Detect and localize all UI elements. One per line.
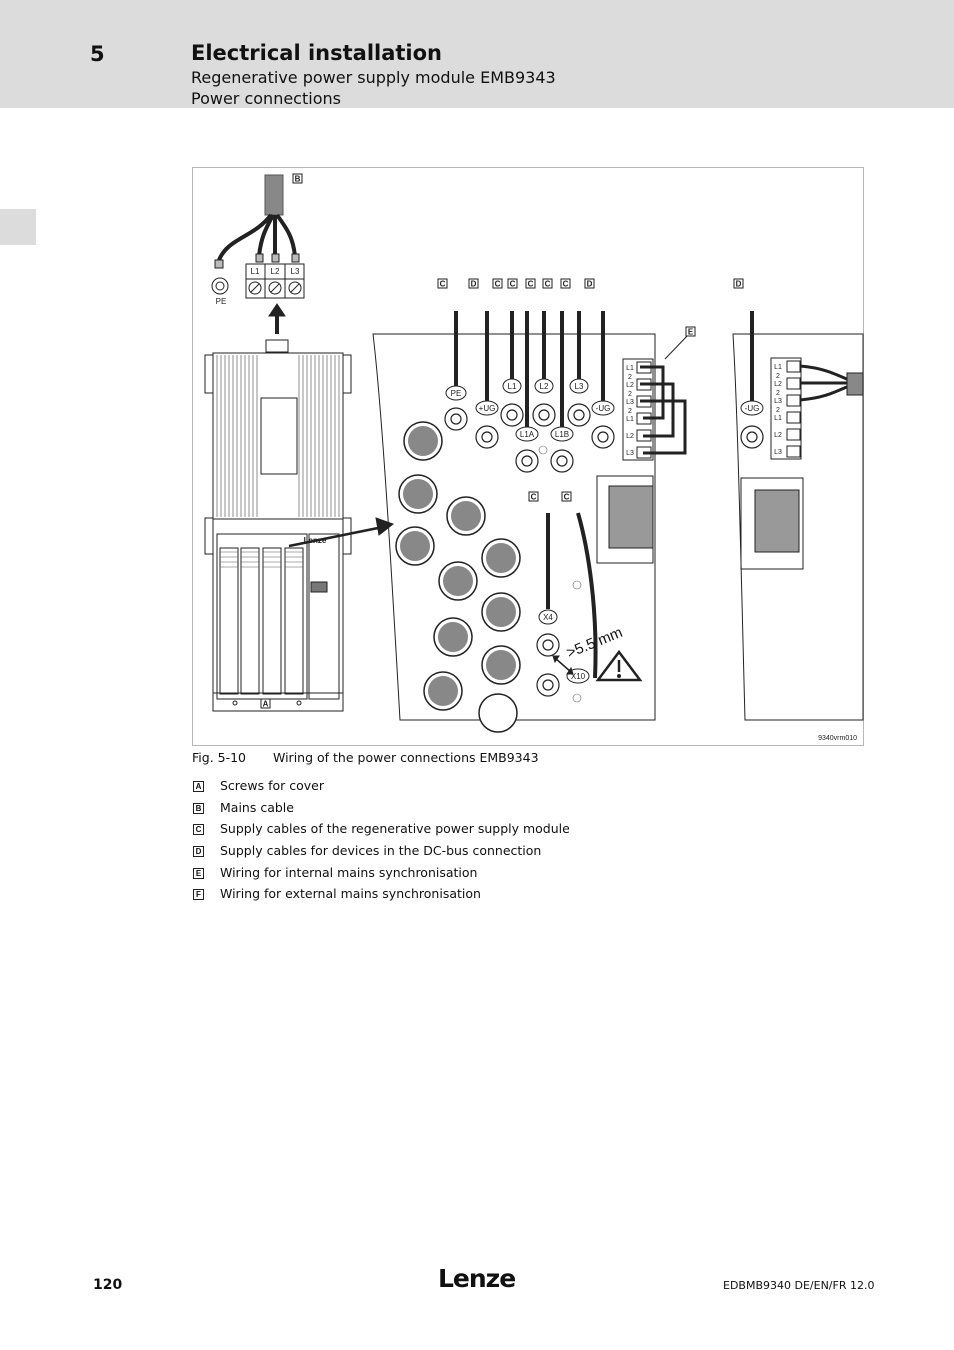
tag-c: C xyxy=(509,279,516,289)
x10-terminal-label: X10 xyxy=(570,672,586,681)
tag-c: C xyxy=(544,279,551,289)
legend-tag: A xyxy=(193,781,204,792)
chapter-side-tab xyxy=(0,209,36,245)
legend-tag: B xyxy=(193,803,204,814)
legend-tag: C xyxy=(193,824,204,835)
strip-label: L2 xyxy=(626,382,634,389)
strip-label: L1 xyxy=(626,365,634,372)
strip-label: L2 xyxy=(774,432,782,439)
page-number: 120 xyxy=(93,1277,123,1293)
nameplate xyxy=(261,398,297,474)
figure-caption-number: Fig. 5-10 xyxy=(192,750,247,765)
footer-logo: Lenze xyxy=(438,1264,516,1293)
wiring-diagram xyxy=(193,168,865,747)
legend-text: Wiring for internal mains synchronisation xyxy=(220,864,478,880)
drawing-id: 9340vrm010 xyxy=(818,735,857,742)
strip-label: 2 xyxy=(776,407,780,414)
unit-logo: Lenze xyxy=(303,536,327,545)
tag-c: C xyxy=(563,492,570,502)
strip-label: L2 xyxy=(626,433,634,440)
strip-label: 2 xyxy=(628,391,632,398)
l1a-terminal-label: L1A xyxy=(519,430,535,439)
tag-d: D xyxy=(586,279,593,289)
tag-b: B xyxy=(294,174,301,184)
cover-screw xyxy=(233,701,237,705)
legend-tag: E xyxy=(193,868,204,879)
strip-label: 2 xyxy=(776,373,780,380)
mains-l3-label: L3 xyxy=(290,267,300,276)
l3-wire xyxy=(277,215,295,256)
mains-pe-label: PE xyxy=(215,297,227,306)
strip-label: 2 xyxy=(776,390,780,397)
pe-terminal-label: PE xyxy=(450,389,462,398)
cover-screw xyxy=(297,701,301,705)
strip-label: 2 xyxy=(628,374,632,381)
document-code: EDBMB9340 DE/EN/FR 12.0 xyxy=(723,1279,875,1292)
strip-label: L1 xyxy=(626,416,634,423)
tag-d: D xyxy=(470,279,477,289)
legend-tag: F xyxy=(193,889,204,900)
l2-terminal-label: L2 xyxy=(539,382,549,391)
legend-tag: D xyxy=(193,846,204,857)
l3-terminal-label: L3 xyxy=(574,382,584,391)
tag-c: C xyxy=(527,279,534,289)
section-subtitle: Regenerative power supply module EMB9343 xyxy=(191,68,556,87)
strip-label: L1 xyxy=(774,364,782,371)
diagonal-arrow-icon xyxy=(376,518,393,535)
mains-l2-label: L2 xyxy=(270,267,280,276)
mains-cable-jacket xyxy=(265,175,283,215)
legend-text: Supply cables for devices in the DC-bus connection xyxy=(220,843,542,859)
minus-ug-right-terminal-label: -UG xyxy=(744,404,760,413)
strip-label: L2 xyxy=(774,381,782,388)
plus-ug-terminal-label: +UG xyxy=(478,404,496,413)
tag-c: C xyxy=(439,279,446,289)
clearance-label: >5.5 mm xyxy=(564,623,625,662)
tag-d: D xyxy=(735,279,742,289)
chapter-number: 5 xyxy=(90,42,105,66)
figure-caption-text: Wiring of the power connections EMB9343 xyxy=(273,750,539,765)
tag-e: E xyxy=(687,327,694,337)
strip-label: L3 xyxy=(626,450,634,457)
l1-terminal-label: L1 xyxy=(507,382,517,391)
pe-ring-lug xyxy=(212,278,228,294)
wiring-figure xyxy=(192,167,864,746)
strip-label: L3 xyxy=(774,398,782,405)
strip-label: 2 xyxy=(628,408,632,415)
legend-text: Supply cables of the regenerative power supply module xyxy=(220,821,570,837)
header-band xyxy=(0,0,954,108)
strip-label: L1 xyxy=(774,415,782,422)
up-arrow-icon xyxy=(269,304,285,316)
mains-l1-label: L1 xyxy=(250,267,260,276)
tag-a: A xyxy=(262,699,269,709)
chapter-title: Electrical installation xyxy=(191,41,442,65)
minus-ug-terminal-label: -UG xyxy=(595,404,611,413)
legend-text: Mains cable xyxy=(220,799,294,815)
tag-c: C xyxy=(494,279,501,289)
legend-text: Wiring for external mains synchronisation xyxy=(220,886,481,902)
tag-c: C xyxy=(562,279,569,289)
l1b-terminal-label: L1B xyxy=(554,430,570,439)
strip-label: L3 xyxy=(626,399,634,406)
tag-c: C xyxy=(530,492,537,502)
strip-label: L3 xyxy=(774,449,782,456)
section-subsubtitle: Power connections xyxy=(191,89,341,108)
x4-terminal-label: X4 xyxy=(543,613,553,622)
legend-text: Screws for cover xyxy=(220,778,324,793)
